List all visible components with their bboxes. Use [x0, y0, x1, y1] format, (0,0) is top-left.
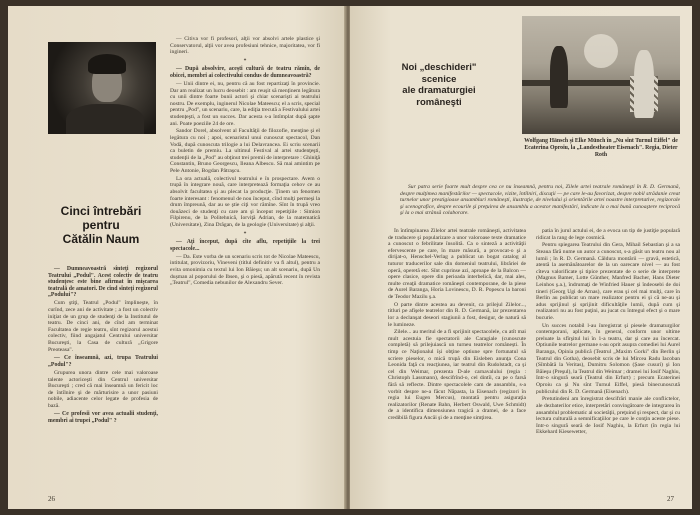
- interview-question: — După absolvire, aceşti cultură de teatru rămîn, de obicei, membri ai colectivului condus de dumneavoastră?: [170, 66, 320, 79]
- paragraph: — Unii dintre ei, nu, pentru că au fost repartizaţi în provincie. Dar am realizat un lucru deosebit : am reuşit să menţinem legătura cu unii dintre foarte bunii actori şi chiar scenarişti ai teatrului nostru. De exemplu, inginerul Nicolae Mateescu; el a scris, special pentru „Pod", un scenariu, care, la ediţia trecută a Festivalului artei studenţeşti, a fost un succes. Dar acesta s-a întîmplat după şapte ani. Poate poeziile 24 de ore.: [170, 81, 320, 127]
- article-intro: Sur patra serie foarte mult despre cea ce nu înseamnă, pentru noi, Zilele artei teatrale româneşti în R. D. Germană, despre mulţimea manifestărilor — spectacole, vizite, întîlniri, discuţii — pe care le-au favorizat, despre nobil strădanie creat turnelor unor prestigioase ansambluri româneşti, ilustraţie, de nivelului şi orientările artei noastre interpretative, regizorale şi scenografice, despre ecourile şi preţuirea de ansamblu a acestor manifestări, indicate la o mai bună cunoaştere reciprocă şi la o mai strânsă colaborare.: [400, 184, 680, 217]
- title-line: româneşti: [416, 96, 462, 108]
- paragraph: Pretutindeni am înregistrat descifrări manie ale conflictelor, ale dezbaterilor etice, interpretări convingătoare de integrarea în ansamblul problematic al societăţii, preţuind şi respect, dar şi cu lectura culturală a semnificaţiilor pe care le conţin aceste piese. Intr-o singură seară de Iosif Naghiu, la Erfurt (în regia lui Ekkehard Kiesewetter,: [536, 396, 680, 436]
- paragraph: La ora actuală, colectivul teatrului e în prospectare. Avem o trupă în integrare nouă, care interpretează formaţia cehov ce au absolvit facultatea şi au plecat la producţie. Ţinem un fenomen foarte interesant : fenomenul de nou început, cînd mulţi permeşi la drum împreună, dar au se ştie ciţi vor rămîne. Sînt în trupă vreo douăzeci de studenţi cu care am şi început repetiţiile : Simion Filpirenu, de la Politehnică, Iorviţă Adrian, de la matematică (Universitate), Zina Drăgan, de la geologie (Universitate) şi alţii.: [170, 175, 320, 228]
- article-title-left: [42, 204, 160, 246]
- paragraph: Cum ştiţi, Teatrul „Podul" împlineşte, în curînd, zece ani de activitate ; a fost un colectiv iniţiat de un grup de studenţi de la Institutul de teatru. De cinci ani, de cînd am terminat Facultatea de regie teatru, sînt regizorul acestui colectiv, fiind angajatul Centrului universitar Bucureşti, la Casa de cultură „Grigore Preoteasa".: [48, 300, 158, 353]
- text-column: [48, 264, 158, 496]
- interview-question: — Ce înseamnă, azi, trupa Teatrului „Podul"?: [48, 355, 158, 368]
- page-number: 26: [48, 495, 55, 503]
- text-column: [536, 228, 680, 498]
- paragraph: patia în jurul actului ei, de a evoca un tip de justiţie populară ridicat la rang de lege cosmică.: [536, 228, 680, 241]
- title-line: scenice: [421, 73, 457, 85]
- section-separator: *: [243, 57, 247, 64]
- title-line: pentru: [82, 218, 120, 232]
- left-page: [8, 6, 346, 509]
- paragraph: Grupurea unora dintre cele mai valoroase talente actoriceşti din Centrul universitar Bucureşti ; cred că mai înseamnă un fericit loc de întîlnire şi de mărturisire a unor pasiuni nobile, adiacente celor legate de profesia de bază.: [48, 369, 158, 409]
- title-line: ale dramaturgiei: [402, 85, 476, 96]
- interview-question: — Aţi început, după cîte aflu, repetiţiile la trei spectacole...: [170, 239, 320, 252]
- interview-question: — Ce profesii vor avea actualii studenţi, membri ai trupei „Podul" ?: [48, 411, 158, 425]
- stage-photo: [522, 16, 680, 134]
- paragraph: Sandor Dorel, absolvent al Facultăţii de filozofie, menţine şi el legătura cu noi ; apoi, scenaristul unui cunoscut spectacol, Dan Vodă, după cunoscuta trilogie a lui Delavrancea. Ei scriu scenarii ca buletin de premiu. La ultimul Festival al artei studenţeşti, studenţii de la „Pod" au obţinut trei premii de interpretare : Ghiniţă Constantin, Bruno Georgescu, Ileana Albescu. Să mai amintim pe Pele Antonie, Bogdan Pâtraşcu.: [170, 128, 320, 174]
- portrait-photo: [48, 42, 156, 134]
- paragraph: — Da. Este vorba de un scenariu scris tot de Nicolae Mateescu, intitulat, provizoriu, Vineveni (titlul definitiv va fi altul), pentru a evita omonimia cu textul lui Ion Băieşu; un alt scenariu, după Un dușman al poporului de Ibsen, şi o piesă, apărută recent în revista „Teatrul", Comedia nebunilor de Alexandru Sever.: [170, 253, 320, 287]
- text-column: [388, 228, 526, 498]
- paragraph: Un succes notabil l-au înregistrat şi piesele dramaturgilor contemporani, aplicate, în general, conform unor ultime preluate la sfîrşitul lui în 1-a teatru, dar şi care au încercat. Optiunile teatrelor germane s-au oprit asupra comediei lui Aurel Baranga, Opinia publică (Teatrul „Maxim Gorki" din Berlin şi Teatrul din Gotha), deosebit scris de lui Mircea Radu Iacoban (Sîmbătă la Veritas), Dumitru Solomon (Șase cusuri) şi Ion Băieşu (Preşul), la Teatrul din Weimar ; dramei lui Iosif Naghiu, Intr-o singură seară (Teatrul din Erfurt) ; precum Ecaterinei Oproiu ca şi Nu sînt Turnul Eiffel, piesă binecunoscută publicului din R. D. Germană (Eisenach).: [536, 322, 680, 395]
- text-column: [170, 36, 320, 498]
- page-number: 27: [667, 495, 674, 503]
- interview-question: — Dumneavoastră sînteţi regizorul Teatrului „Podul". Acest colectiv de teatru studenţesc este bine afirmat în mişcarea teatrală de amatori. De cînd sînteţi regizorul „Podului"?: [48, 266, 158, 299]
- title-line: Noi „deschideri": [401, 62, 477, 73]
- title-line: Cătălin Naum: [62, 232, 140, 246]
- title-line: Cinci întrebări: [60, 204, 142, 218]
- paragraph: — Citiva vor fi profesori, alţii vor absolvi artele plastice şi Conservatorul, alţii vor avea profesiuni tehnice, majoritatea, vor fi ingineri.: [170, 36, 320, 56]
- paragraph: Pentru spiegarea Teatrului din Gera, Mihail Sebastian şi a sa Steaua fără nume un autor a cunoscut, s-a găsit un teatru nou al lumii ; în R. D. Germană. Căldura montării — gravă, estetică, atentă la asemănătoarelor de la un oarecare nivel — au fost cîteva valorificate şi tipice prezentate de o serie de interprete (Magnus Bamer, Lotte Günther, Manfred Bacher, Hans Dieter Leinhos ş.a.), îndrumaţi de Winfried Hauer şi îndeosebi de doi tineri (Georg Ugi de Arnas), care erau şi cel mai mulţi, care în Berlin au publicat un mare realizator pentru ei şi că ne-au şi adus sprijinul şi sprijinit dificultăţile lumii, după cum şi realizatori nu au fost puţini, au jucat cu întregul efect şi o mare bucurie.: [536, 242, 680, 321]
- paragraph: În întîmpinarea Zilelor artei teatrale româneşti, activitatea de traducere şi popularizare a unor valoroase texte dramatice a cunoscut o febrilitate însolită. Ca o sinteză a activităţii efervescente pe care, în mare măsură, a provocat-o şi a dirijat-o, Henschel-Verlag a publicat un bogat catalog al tuturor traducerilor sale din domeniul teatrului, librăriei de operă, operetă etc. Sînt cuprinse azi, aproape de la Balcon — opere clasice, opere din perioada interbelică, dar, mai ales, multe creaţii dramatice româneşti contemporane, de la piese de Aurel Baranga, Horia Lovinescu, D. R. Popescu la baroni de Teodor Mazilu ş.a.: [388, 228, 526, 300]
- photo-caption: Wolfgang Hänsch şi Elke Münch în „Nu sînt Turnul Eiffel" de Ecaterina Oproiu, la „Landestheater Eisenach". Regia, Dieter Roth: [524, 138, 678, 158]
- section-separator: *: [243, 230, 247, 237]
- paragraph: O parte dintre acestea au devenit, ca prilejul Zilelor..., titluri pe afişele teatrelor din R. D. Germană, iar prezentarea lor a declanşat deseori stagiunii a fost, desigur, de natură să le lumineze.: [388, 301, 526, 328]
- paragraph: Zilele... au meritul de a fi sprijinit spectacolele, cu atît mai mult acestuia fie spectatorii ale Caragiale (cunoscute completă) să prilejuiască un turneu teatrelor românești. În timp ce Naţionalul își obţine optiune spre fortunatul să scriere pieselor, o mică trupă din Eisleben anunţa Cona Leonida faţă cu reacţiunea, iar teatrul din Rudolstadt, ca şi cel din Weimar, prezenta D-ale carnavalului (regia : Christoph Lassmann), descifrînd-o, cel dintîi, ca pe o farsă fără să reflecte. Dintre spectacolele cam de ansamblu, s-a vorbit despre ne-a făcut Năpasta, la Eisenach (regizori în regia lui Eugen Mercus), montată pentru asiguraţia realizatorilor (Renate Bahn, Herbert Oswald, Uwe Schmidt) de a identifica dimensiunea tragică a dramei, de a face credibilă figura Ancăi şi de a menţine simţirea.: [388, 329, 526, 421]
- article-title-right: [384, 62, 494, 108]
- right-page: [350, 6, 692, 509]
